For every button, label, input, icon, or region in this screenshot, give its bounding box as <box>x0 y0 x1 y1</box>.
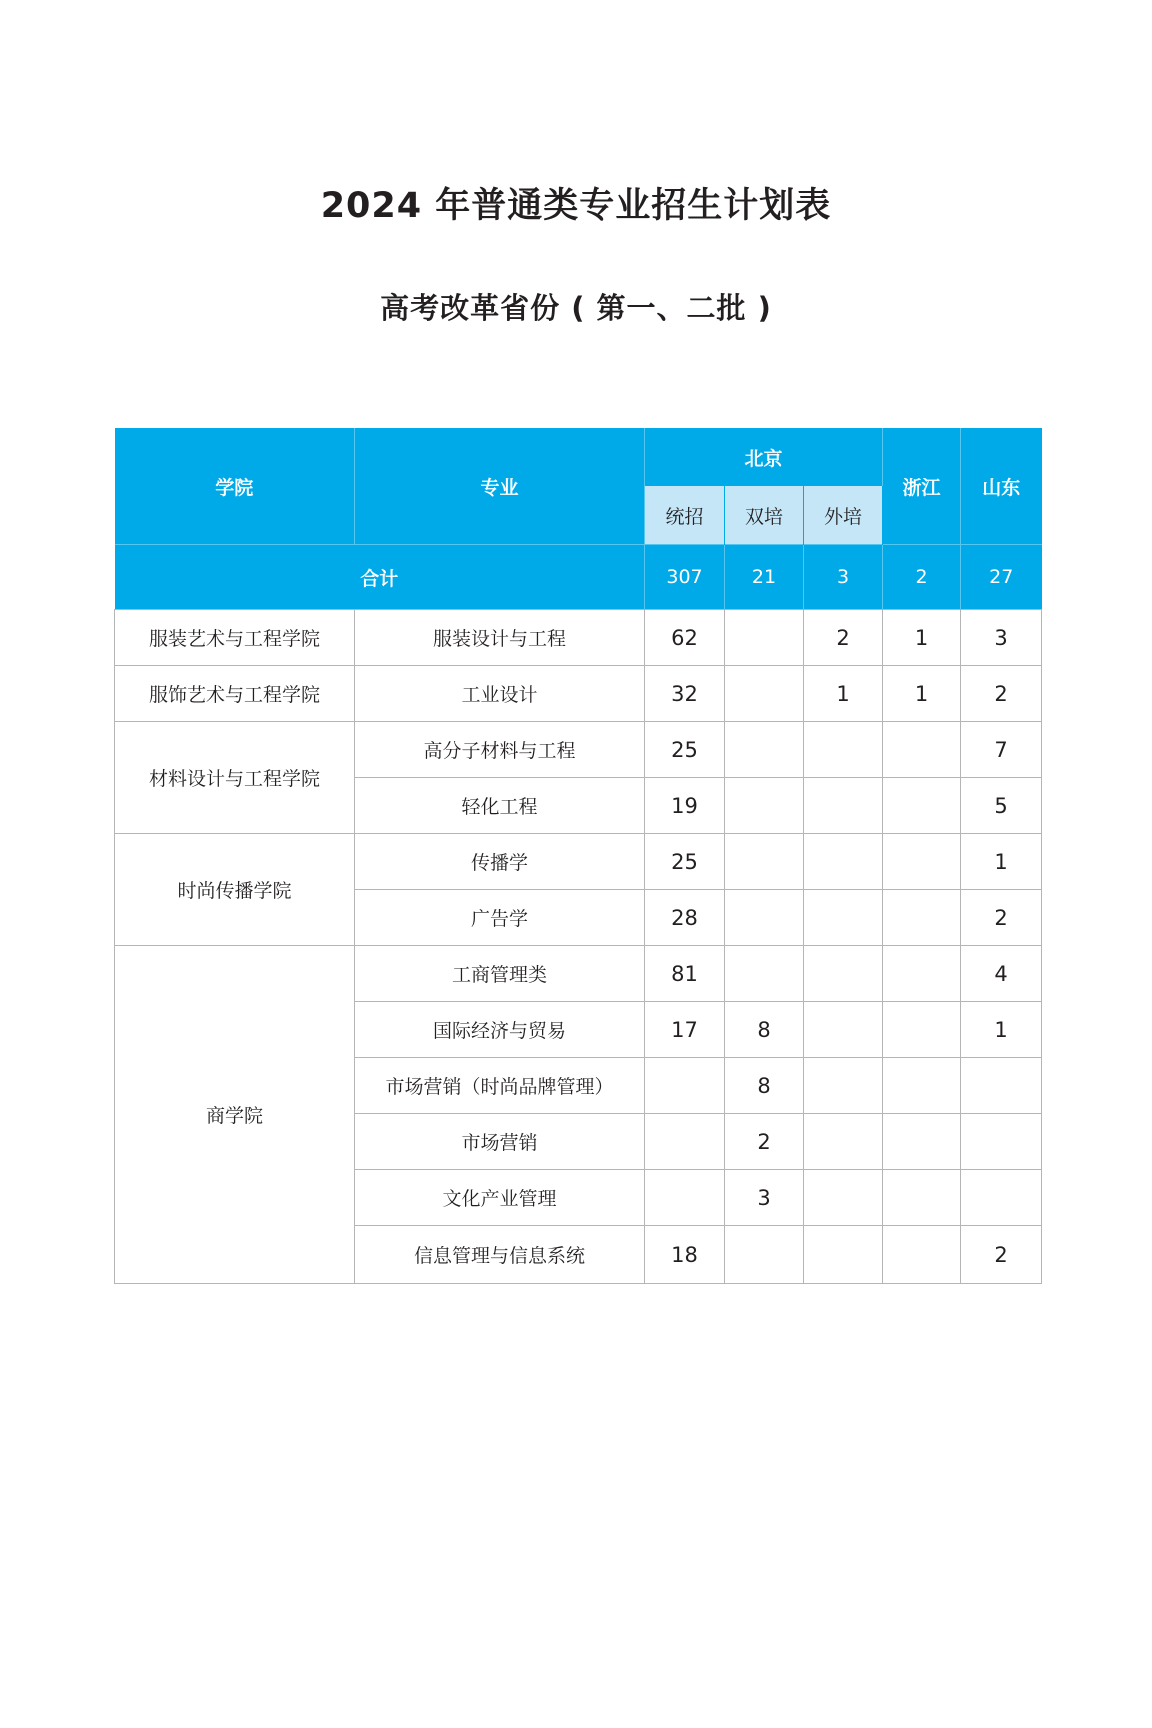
quota-cell <box>883 1058 961 1114</box>
total-label: 合计 <box>115 545 645 610</box>
quota-cell: 2 <box>961 890 1042 946</box>
quota-cell <box>725 834 804 890</box>
quota-cell <box>804 1002 883 1058</box>
table-row <box>115 834 1042 890</box>
major-cell: 市场营销（时尚品牌管理） <box>355 1058 645 1114</box>
quota-cell: 1 <box>961 834 1042 890</box>
quota-cell: 25 <box>645 722 725 778</box>
page-subtitle: 高考改革省份 ( 第一、二批 ) <box>380 291 772 325</box>
quota-cell <box>883 890 961 946</box>
quota-cell: 32 <box>645 666 725 722</box>
quota-cell: 1 <box>883 666 961 722</box>
quota-cell: 8 <box>725 1002 804 1058</box>
quota-cell <box>883 722 961 778</box>
table-row <box>115 946 1042 1002</box>
major-cell: 广告学 <box>355 890 645 946</box>
quota-cell <box>804 1226 883 1284</box>
quota-cell: 1 <box>883 610 961 666</box>
quota-cell <box>804 946 883 1002</box>
total-value: 3 <box>804 545 883 610</box>
quota-cell <box>804 834 883 890</box>
header-beijing-shuangpei: 双培 <box>725 486 804 545</box>
major-cell: 信息管理与信息系统 <box>355 1226 645 1284</box>
quota-cell <box>883 1226 961 1284</box>
major-cell: 服装设计与工程 <box>355 610 645 666</box>
enrollment-plan-table <box>114 428 1042 1284</box>
quota-cell <box>804 1170 883 1226</box>
total-value: 307 <box>645 545 725 610</box>
quota-cell <box>883 1002 961 1058</box>
header-beijing: 北京 <box>645 428 883 486</box>
header-beijing-waipei: 外培 <box>804 486 883 545</box>
quota-cell <box>804 778 883 834</box>
quota-cell: 2 <box>961 666 1042 722</box>
quota-cell <box>961 1114 1042 1170</box>
quota-cell <box>883 834 961 890</box>
quota-cell <box>804 1114 883 1170</box>
quota-cell: 25 <box>645 834 725 890</box>
quota-cell: 2 <box>961 1226 1042 1284</box>
quota-cell <box>725 946 804 1002</box>
header-shandong: 山东 <box>961 428 1042 545</box>
table-row <box>115 666 1042 722</box>
quota-cell: 19 <box>645 778 725 834</box>
major-cell: 市场营销 <box>355 1114 645 1170</box>
quota-cell <box>645 1114 725 1170</box>
major-cell: 工商管理类 <box>355 946 645 1002</box>
quota-cell: 2 <box>804 610 883 666</box>
quota-cell: 4 <box>961 946 1042 1002</box>
quota-cell: 17 <box>645 1002 725 1058</box>
major-cell: 传播学 <box>355 834 645 890</box>
major-cell: 高分子材料与工程 <box>355 722 645 778</box>
quota-cell <box>725 610 804 666</box>
quota-cell: 81 <box>645 946 725 1002</box>
quota-cell <box>725 890 804 946</box>
quota-cell: 3 <box>725 1170 804 1226</box>
quota-cell <box>725 666 804 722</box>
table-row <box>115 722 1042 778</box>
header-college: 学院 <box>115 428 355 545</box>
quota-cell <box>725 778 804 834</box>
quota-cell: 18 <box>645 1226 725 1284</box>
quota-cell <box>883 778 961 834</box>
header-beijing-tongzhao: 统招 <box>645 486 725 545</box>
header-zhejiang: 浙江 <box>883 428 961 545</box>
quota-cell <box>961 1170 1042 1226</box>
quota-cell: 8 <box>725 1058 804 1114</box>
quota-cell <box>883 1114 961 1170</box>
quota-cell: 1 <box>804 666 883 722</box>
header-major: 专业 <box>355 428 645 545</box>
quota-cell <box>725 722 804 778</box>
college-cell: 商学院 <box>115 946 355 1284</box>
major-cell: 工业设计 <box>355 666 645 722</box>
total-value: 27 <box>961 545 1042 610</box>
quota-cell: 7 <box>961 722 1042 778</box>
quota-cell <box>645 1170 725 1226</box>
major-cell: 国际经济与贸易 <box>355 1002 645 1058</box>
college-cell: 服装艺术与工程学院 <box>115 610 355 666</box>
quota-cell: 3 <box>961 610 1042 666</box>
college-cell: 服饰艺术与工程学院 <box>115 666 355 722</box>
quota-cell: 5 <box>961 778 1042 834</box>
quota-cell <box>645 1058 725 1114</box>
quota-cell <box>883 946 961 1002</box>
quota-cell: 62 <box>645 610 725 666</box>
total-value: 21 <box>725 545 804 610</box>
page-title: 2024 年普通类专业招生计划表 <box>320 186 832 226</box>
table-row <box>115 610 1042 666</box>
total-row <box>115 545 1042 610</box>
quota-cell <box>804 722 883 778</box>
college-cell: 时尚传播学院 <box>115 834 355 946</box>
quota-cell: 28 <box>645 890 725 946</box>
major-cell: 文化产业管理 <box>355 1170 645 1226</box>
quota-cell <box>804 1058 883 1114</box>
quota-cell <box>725 1226 804 1284</box>
quota-cell: 1 <box>961 1002 1042 1058</box>
quota-cell <box>804 890 883 946</box>
quota-cell <box>961 1058 1042 1114</box>
college-cell: 材料设计与工程学院 <box>115 722 355 834</box>
quota-cell: 2 <box>725 1114 804 1170</box>
major-cell: 轻化工程 <box>355 778 645 834</box>
total-value: 2 <box>883 545 961 610</box>
quota-cell <box>883 1170 961 1226</box>
